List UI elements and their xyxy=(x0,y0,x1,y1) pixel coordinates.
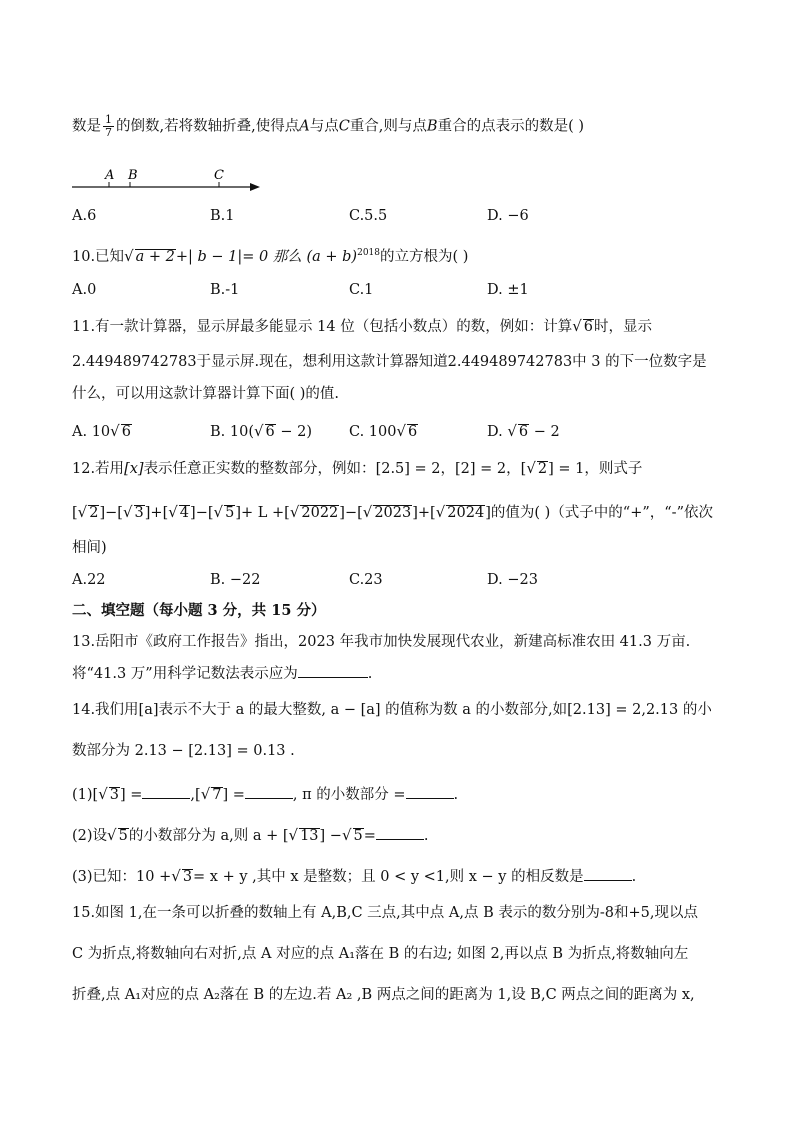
q11-opt-b-tail: − 2) xyxy=(275,424,313,440)
q11-option-d[interactable] xyxy=(487,421,560,442)
q9-option-b[interactable]: B.1 xyxy=(210,208,235,224)
q12-bracket-x: [x] xyxy=(124,461,144,477)
q12-line-3: 相间) xyxy=(72,540,107,556)
q11-opt-c-rad: 6 xyxy=(408,424,418,440)
q11-opt-a-text: A. 10 xyxy=(72,424,111,440)
q9-point-c: C xyxy=(338,118,350,135)
q9-fraction xyxy=(103,114,114,139)
q14-part-2: (2)设√ 5的小数部分为 a,则 a + [√ 13] −√ 5= . xyxy=(72,826,429,844)
q15-line-1: 15.如图 1,在一条可以折叠的数轴上有 A,B,C 三点,其中点 A,点 B 表示的数分别为-8和+5,现以点 xyxy=(72,905,698,921)
q12-line-2 xyxy=(72,502,713,523)
q10-sqrt-expr: a + 2 xyxy=(135,248,175,265)
q12-line-1 xyxy=(72,458,642,479)
q10-exponent: 2018 xyxy=(357,248,380,258)
q11-opt-b-text: B. 10( xyxy=(210,424,254,440)
q10-option-d[interactable]: D. ±1 xyxy=(487,282,529,298)
q10-text-expr: +| b − 1|= 0 那么 (a + b) xyxy=(175,248,358,265)
q13-line-1: 13.岳阳市《政府工作报告》指出，2023 年我市加快发展现代农业，新建高标准农田 41.3 万亩. xyxy=(72,634,691,650)
radical-sign: √ xyxy=(253,422,264,440)
q14-blank-3[interactable] xyxy=(406,784,454,799)
section-2-heading: 二、填空题（每小题 3 分，共 15 分） xyxy=(72,602,326,619)
radical-sign: √ xyxy=(110,422,120,440)
q10-option-a[interactable]: A.0 xyxy=(72,282,97,298)
q12-ellipsis: + L + xyxy=(240,505,285,521)
label-c: C xyxy=(214,168,224,183)
number-line-figure xyxy=(72,162,272,196)
q9-stem xyxy=(72,114,584,139)
q11-opt-b-rad: 6 xyxy=(265,424,275,440)
label-a: A xyxy=(105,168,115,183)
q14-blank-4[interactable] xyxy=(376,825,424,840)
q12-term-1: [√ 2]− xyxy=(72,503,118,521)
axis-arrow xyxy=(250,183,260,191)
q12-text-1d: [2.5] = 2，[2] = 2，[ xyxy=(375,461,527,477)
q11-option-a[interactable] xyxy=(72,421,132,442)
q12-term-2: [√ 3]+ xyxy=(117,503,163,521)
q12-term-6: [√ 2023]+ xyxy=(357,503,431,521)
q11-opt-a-rad: 6 xyxy=(121,424,131,440)
frac-den: 7 xyxy=(105,126,112,139)
q14-blank-1[interactable] xyxy=(142,784,190,799)
radical-sign: √ xyxy=(572,317,582,335)
q15-line-3: 折叠,点 A₁对应的点 A₂落在 B 的左边.若 A₂ ,B 两点之间的距离为 1,设 B,C 两点之间的距离为 x, xyxy=(72,987,695,1003)
q10-stem xyxy=(72,243,468,267)
q10-text-pre: 10.已知 xyxy=(72,248,125,265)
q13-text-2b: . xyxy=(367,666,373,682)
q12-sqrt-2: 2 xyxy=(537,461,548,477)
radical-sign: √ xyxy=(396,422,407,440)
q11-text-1b: 时，显示 xyxy=(594,319,653,335)
q11-opt-c-text: C. 100 xyxy=(349,424,397,440)
q11-opt-d-rad: 6 xyxy=(518,424,529,440)
q14-blank-5[interactable] xyxy=(584,866,632,881)
q11-option-c[interactable] xyxy=(349,421,418,442)
q9-option-d[interactable]: D. −6 xyxy=(487,208,529,224)
q12-option-c[interactable]: C.23 xyxy=(349,572,383,588)
q10-text-post: 的立方根为( ) xyxy=(380,248,469,265)
q10-option-c[interactable]: C.1 xyxy=(349,282,374,298)
q14-blank-2[interactable] xyxy=(245,784,293,799)
q13-text-2a: 将“41.3 万”用科学记数法表示应为 xyxy=(72,666,298,682)
q11-line-1 xyxy=(72,316,652,337)
q13-line-2 xyxy=(72,663,372,684)
q14-part-3: (3)已知：10 +√ 3= x + y ,其中 x 是整数；且 0 < y <1,则 x − y 的相反数是 . xyxy=(72,867,637,885)
q11-opt-d-text: D. xyxy=(487,424,508,440)
radical-sign: √ xyxy=(507,422,517,440)
q9-option-a[interactable]: A.6 xyxy=(72,208,97,224)
radical-sign: √ xyxy=(526,459,536,477)
radical-sign: √ xyxy=(124,246,134,265)
q9-text-pre: 数是 xyxy=(72,118,101,135)
q9-text-post: 重合的点表示的数是( ) xyxy=(437,118,585,135)
q12-text-1f: ] = 1，则式子 xyxy=(548,461,643,477)
q9-text-mid2: 与点 xyxy=(309,118,339,135)
q12-text-1a: 12.若用 xyxy=(72,461,125,477)
q14-line-1: 14.我们用[a]表示不大于 a 的最大整数, a − [a] 的值称为数 a 的小数部分,如[2.13] = 2,2.13 的小 xyxy=(72,702,712,718)
q9-point-a: A xyxy=(299,118,310,135)
q9-text-mid3: 重合,则与点 xyxy=(349,118,427,135)
q9-point-b: B xyxy=(426,118,438,135)
q11-line-2: 2.449489742783于显示屏.现在，想利用这款计算器知道2.449489742783中 3 的下一位数字是 xyxy=(72,354,707,370)
q14-part-1: (1)[√ 3] = ,[√ 7] = , π 的小数部分 = . xyxy=(72,785,459,803)
q9-text-mid1: 的倒数,若将数轴折叠,使得点 xyxy=(116,118,300,135)
q13-answer-blank[interactable] xyxy=(298,663,368,678)
q11-text-1a: 11.有一款计算器，显示屏最多能显示 14 位（包括小数点）的数，例如：计算 xyxy=(72,319,573,335)
q12-term-7: [√ 2024] xyxy=(430,503,491,521)
q11-opt-d-tail: − 2 xyxy=(529,424,560,440)
q10-option-b[interactable]: B.-1 xyxy=(210,282,240,298)
q12-text-1c: 表示任意正实数的整数部分，例如： xyxy=(143,461,376,477)
q9-option-c[interactable]: C.5.5 xyxy=(349,208,388,224)
q12-text-2tail: 的值为( )（式子中的“+”，“-”依次 xyxy=(490,505,713,521)
q14-line-2: 数部分为 2.13 − [2.13] = 0.13 . xyxy=(72,743,295,759)
q12-option-a[interactable]: A.22 xyxy=(72,572,106,588)
q11-line-3: 什么，可以用这款计算器计算下面( )的值. xyxy=(72,386,340,402)
q12-term-3: [√ 4]− xyxy=(162,503,208,521)
q12-option-b[interactable]: B. −22 xyxy=(210,572,261,588)
label-b: B xyxy=(128,168,138,183)
q11-option-b[interactable] xyxy=(210,421,312,442)
q11-sqrt-6: 6 xyxy=(583,319,594,335)
q12-option-d[interactable]: D. −23 xyxy=(487,572,538,588)
q12-term-4: [√ 5] xyxy=(207,503,241,521)
q12-term-5: [√ 2022]− xyxy=(284,503,358,521)
q15-line-2: C 为折点,将数轴向右对折,点 A 对应的点 A₁落在 B 的右边; 如图 2,再以点 B 为折点,将数轴向左 xyxy=(72,946,689,962)
frac-num: 1 xyxy=(105,113,112,126)
